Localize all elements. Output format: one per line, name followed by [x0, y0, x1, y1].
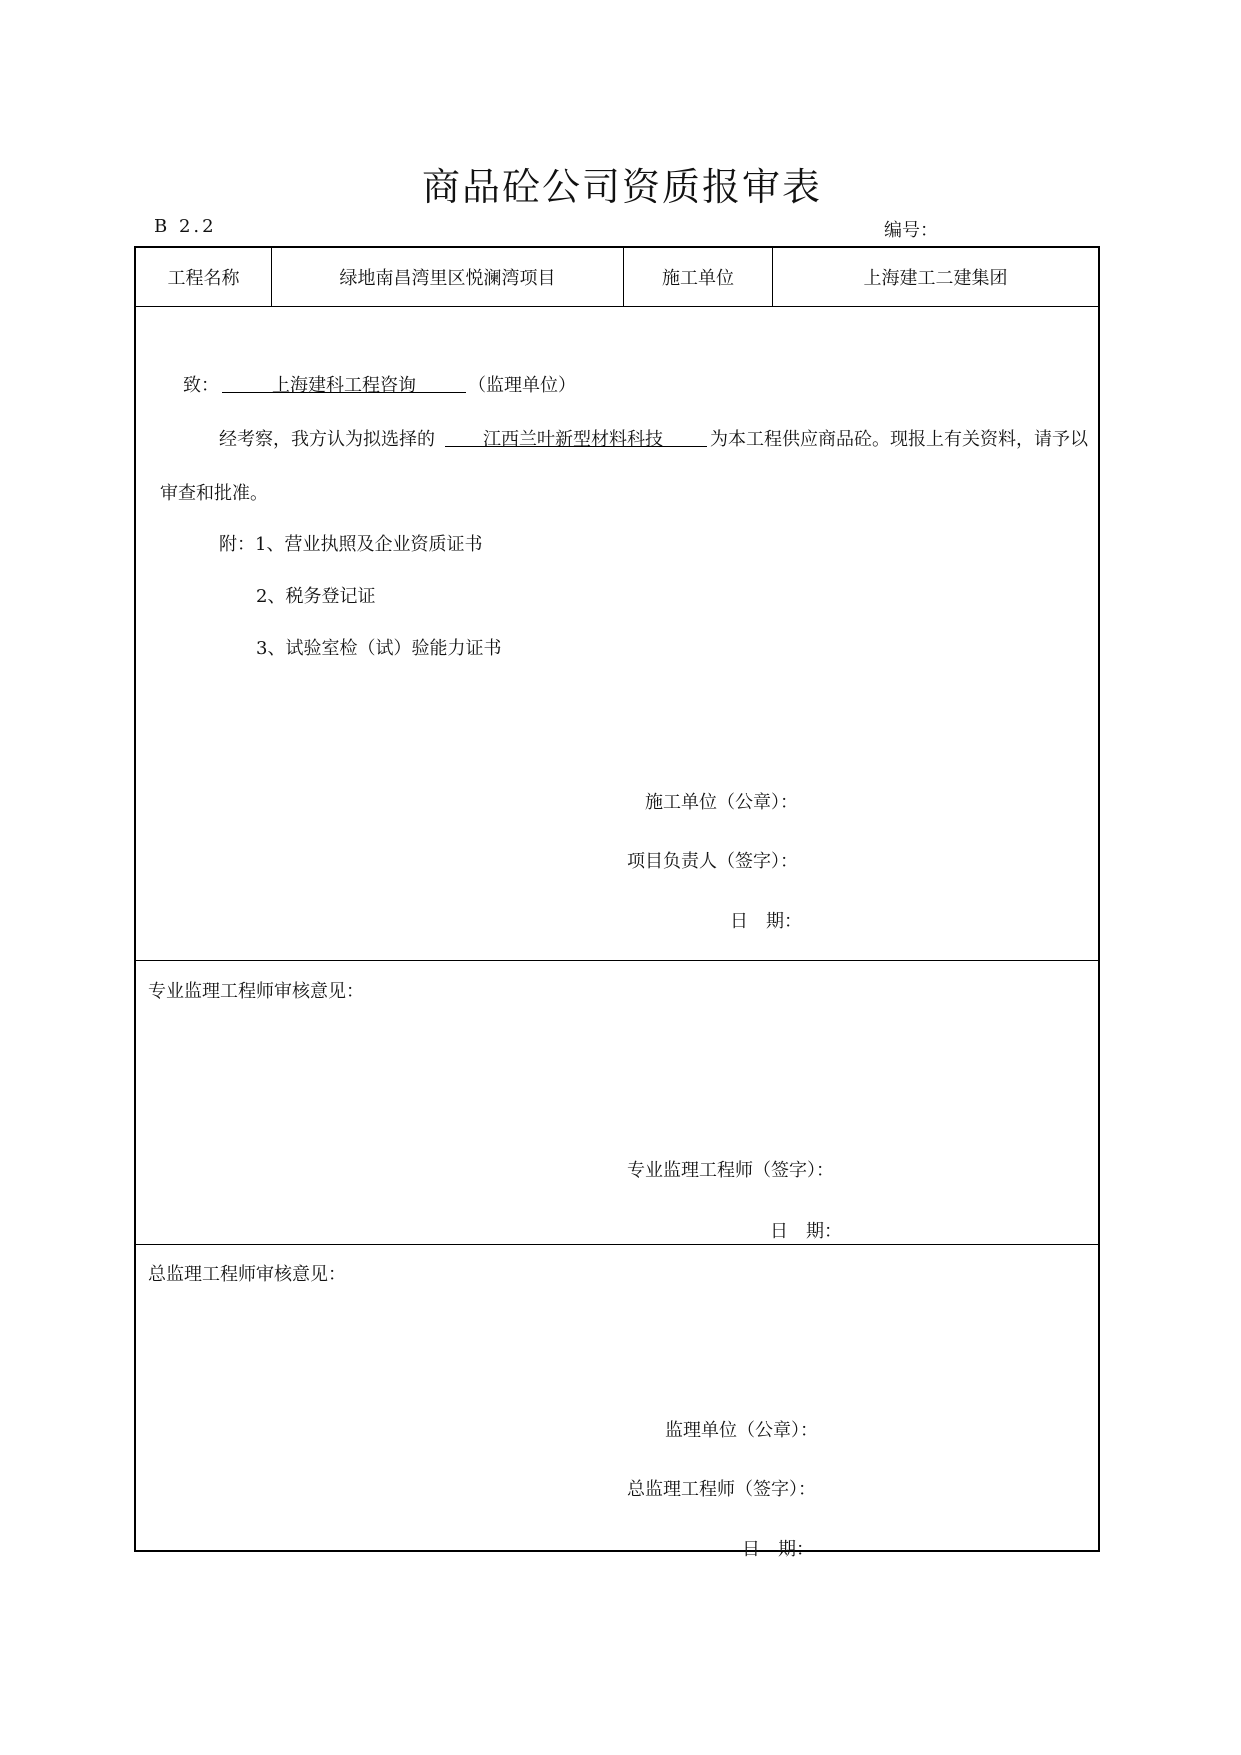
section-divider-chief: [136, 1244, 1098, 1245]
chief-engineer-sign-label: 总监理工程师（签字）：: [627, 1479, 816, 1500]
page-title: 商品砼公司资质报审表: [422, 165, 823, 209]
date-label: 日 期：: [742, 1539, 814, 1560]
form-code: B 2.2: [154, 216, 217, 237]
section-divider-engineer: [136, 960, 1098, 961]
supplier-value: 江西兰叶新型材料科技: [483, 429, 663, 450]
project-name-label: 工程名称: [167, 268, 240, 289]
attachment-item: 2、税务登记证: [256, 586, 376, 607]
body-line2: 审查和批准。: [160, 483, 268, 504]
header-row-divider: [136, 306, 1098, 307]
supervisor-unit-value: 上海建科工程咨询: [272, 375, 416, 396]
date-label: 日 期：: [770, 1221, 842, 1242]
to-label: 致：: [183, 375, 219, 396]
body-prefix: 经考察，我方认为拟选择的: [219, 429, 435, 450]
chief-opinion-heading: 总监理工程师审核意见：: [148, 1264, 346, 1285]
project-manager-sign-label: 项目负责人（签字）：: [627, 851, 798, 872]
contractor-value: 上海建工二建集团: [863, 268, 1008, 289]
date-label: 日 期：: [730, 911, 802, 932]
attachment-item: 附：1、营业执照及企业资质证书: [219, 534, 483, 555]
contractor-seal-label: 施工单位（公章）：: [645, 792, 798, 813]
to-suffix: （监理单位）: [468, 375, 576, 396]
body-suffix: 为本工程供应商品砼。现报上有关资料，请予以: [710, 429, 1088, 450]
attachment-item: 3、试验室检（试）验能力证书: [256, 638, 502, 659]
number-label: 编号：: [884, 220, 938, 241]
supervisor-seal-label: 监理单位（公章）：: [665, 1420, 818, 1441]
engineer-opinion-heading: 专业监理工程师审核意见：: [148, 981, 364, 1002]
contractor-label: 施工单位: [662, 268, 734, 289]
project-name-value: 绿地南昌湾里区悦澜湾项目: [339, 268, 556, 289]
engineer-sign-label: 专业监理工程师（签字）：: [627, 1160, 834, 1181]
